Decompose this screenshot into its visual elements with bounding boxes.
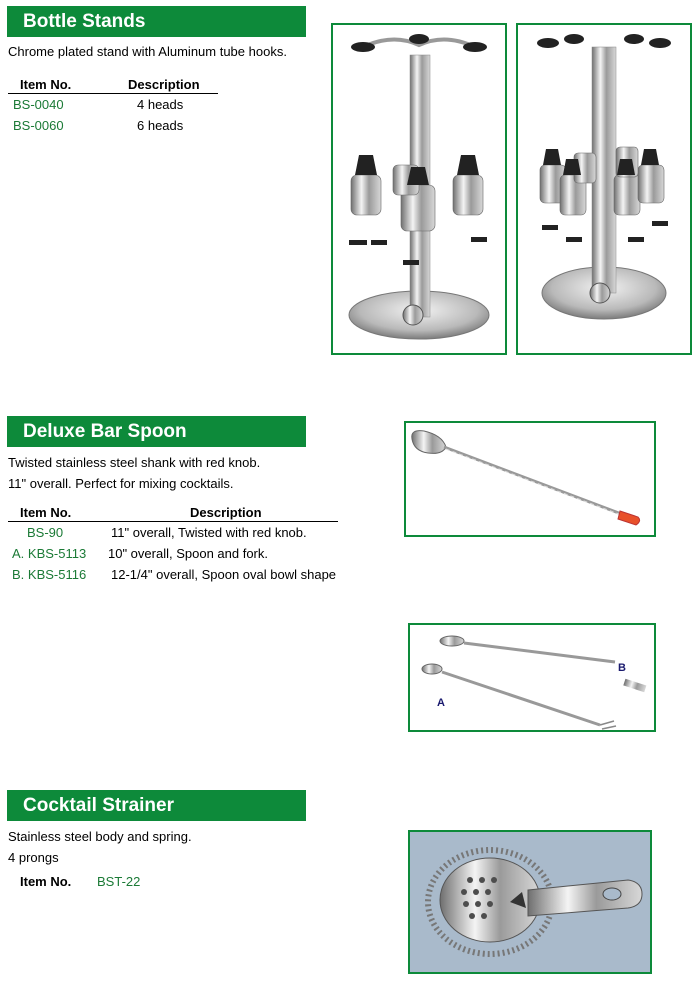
table-row-item: BS-0060 xyxy=(13,118,64,133)
table-row-item: BS-0040 xyxy=(13,97,64,112)
table-row-description: 11" overall, Twisted with red knob. xyxy=(111,525,307,540)
photo-bottle-stand-4-heads xyxy=(331,23,507,355)
bar-spoon-header-description: Description xyxy=(190,505,262,520)
bar-spoon-description-line-1: Twisted stainless steel shank with red knob. xyxy=(8,455,261,470)
table-row-description: 12-1/4" overall, Spoon oval bowl shape xyxy=(111,567,337,582)
bottle-stands-header-rule xyxy=(8,93,218,94)
bar-spoon-header-rule xyxy=(8,521,338,522)
table-row-item: A. KBS-5113 xyxy=(12,546,87,561)
bottle-stands-header-item: Item No. xyxy=(20,77,72,92)
section-title-deluxe-bar-spoon: Deluxe Bar Spoon xyxy=(7,416,306,447)
bar-spoon-header-item: Item No. xyxy=(20,505,72,520)
table-row-description: 10" overall, Spoon and fork. xyxy=(108,546,268,561)
table-row-item: BS-90 xyxy=(27,525,64,540)
table-row-description: 4 heads xyxy=(137,97,184,112)
photo-bar-spoons-a-b xyxy=(408,623,656,732)
label-a: A xyxy=(437,697,445,709)
table-row-item: B. KBS-5116 xyxy=(12,567,87,582)
table-row-description: 6 heads xyxy=(137,118,184,133)
strainer-item-label: Item No. xyxy=(20,874,72,889)
photo-deluxe-bar-spoon xyxy=(404,421,656,537)
bar-spoon-description-line-2: 11" overall. Perfect for mixing cocktails. xyxy=(8,476,234,491)
photo-cocktail-strainer xyxy=(408,830,652,974)
strainer-description-line-2: 4 prongs xyxy=(8,850,59,865)
bottle-stands-description: Chrome plated stand with Aluminum tube hooks. xyxy=(8,44,287,59)
photo-bottle-stand-6-heads xyxy=(516,23,692,355)
label-b: B xyxy=(618,662,626,674)
section-title-bottle-stands: Bottle Stands xyxy=(7,6,306,37)
bottle-stands-header-description: Description xyxy=(128,77,200,92)
section-title-cocktail-strainer: Cocktail Strainer xyxy=(7,790,306,821)
strainer-item-value: BST-22 xyxy=(97,874,141,889)
strainer-description-line-1: Stainless steel body and spring. xyxy=(8,829,192,844)
